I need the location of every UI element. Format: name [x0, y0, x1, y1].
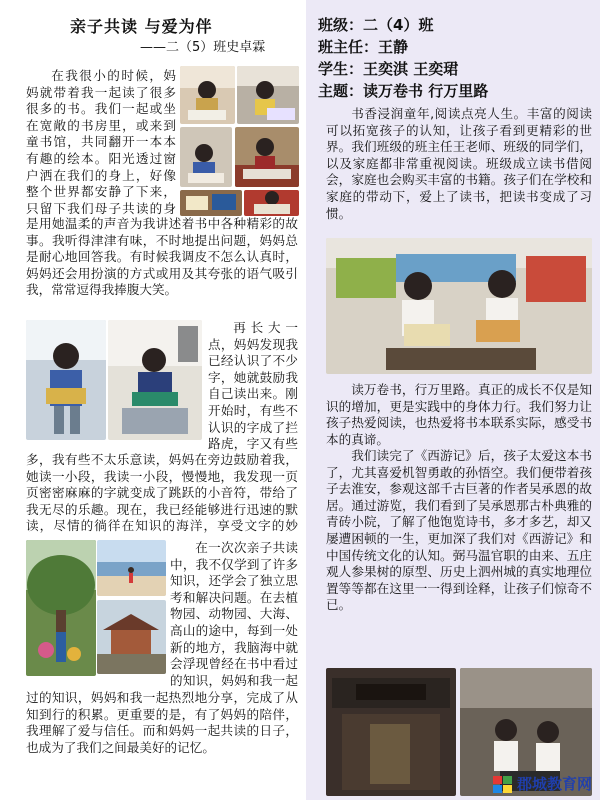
- left-paragraph-1-continuation: 是用她温柔的声音为我讲述着书中各种精彩的故事。我听得津津有味，不时地提出问题，妈妈总是耐心地回答我。有时候我调皮不怎么认真时，妈妈还会用扮演的方式或用及其夸张的语气吸引我，常常逗得我捧腹大笑。: [26, 216, 298, 298]
- photo-beach-child: [97, 540, 166, 596]
- left-paragraph-3-continuation: 过的知识，妈妈和我一起热烈地分享，完成了从知到行的积累。更重要的是，有了妈妈的陪伴，我理解了爱与信任。而和妈妈一起共读的日子，也成为了我们之间最美好的记忆。: [26, 690, 298, 755]
- left-paragraph-2: 再长大一点，妈妈发现我已经认识了不少字，她就鼓励我自己读出来。刚开始时，有些不认识的字成了拦路虎，字又有些: [208, 320, 298, 452]
- left-paragraph-2-cont: [26, 452, 298, 536]
- photo-boy-reading-sofa: [108, 320, 202, 440]
- logo-mark-icon: [493, 774, 513, 794]
- class-line: 班级：二（4）班: [318, 16, 434, 34]
- photo-reading-2: [237, 66, 299, 124]
- left-paragraph-1-cont: [26, 216, 298, 316]
- photo-former-residence-gate: [326, 668, 456, 796]
- left-paragraph-3-cont: [26, 690, 298, 774]
- photo-reading-3: [180, 127, 232, 187]
- left-paragraph-2-top: [208, 320, 298, 452]
- right-paragraph-2-block: [326, 382, 592, 448]
- teacher-line: 班主任：王静: [318, 38, 409, 56]
- student-line: 学生：王奕淇 王奕珺: [318, 60, 459, 78]
- photo-pagoda-tower: [97, 600, 166, 674]
- article-byline: ——二（5）班史卓霖: [140, 40, 266, 55]
- right-paragraph-3-block: [326, 448, 592, 662]
- article-title: 亲子共读 与爱为伴: [70, 17, 213, 36]
- right-column: [306, 0, 600, 800]
- right-paragraph-1-block: [326, 106, 592, 234]
- right-paragraph-3: 我们读完了《西游记》后，孩子太爱这本书了，尤其喜爱机智勇敢的孙悟空。我们便带着孩子去淮安，参观这部千古巨著的作者吴承恩的故居。通过游览，我们看到了吴承恩那古朴典雅的青砖小院，了解了他饱览诗书，多才多艺，却又屡遭困顿的一生，更加深了我们对《西游记》和中国传统文化的认知。弼马温官职的由来、五庄观人参果树的原型、历史上泗州城的真实地理位置等等都在这里一一得到诠释，让孩子们惊奇不已。: [326, 448, 592, 613]
- theme-line: 主题：读万卷书 行万里路: [318, 82, 489, 100]
- photo-boy-reading-bench: [26, 320, 106, 440]
- logo-text: 郡城教育网: [516, 775, 592, 793]
- right-paragraph-1: 书香浸润童年,阅读点亮人生。丰富的阅读可以拓宽孩子的认知，让孩子看到更精彩的世界。我们班级的班主任王老师、班级的同学们，以及家庭都非常重视阅读。班级成立读书借阅会，家庭也会购买丰富的书籍。孩子们在学校和家庭的带动下，爱上了读书，把读书变成了习惯。: [326, 106, 592, 221]
- left-paragraph-1: 在我很小的时候，妈妈就带着我一起读了很多很多的书。我们一起或坐在宽敞的书房里，或来到童书馆，共同翻开一本本有趣的绘本。阳光透过窗户洒在我们的身上，好像整个世界都安静了下来，只留下我们母子共读的身: [26, 68, 176, 216]
- left-paragraph-3-top: [170, 540, 298, 688]
- left-paragraph-2-continuation: 多，我有些不太乐意读，妈妈在旁边鼓励着我，她读一小段，我读一小段，慢慢地，我发现一页页密密麻麻的字就变成了跳跃的小音符，带给了我无尽的乐趣。现在，我已经能够进行迅速的默读，尽情的徜徉在知识的海洋，享受文字的妙: [26, 452, 298, 534]
- photo-reading-6: [244, 190, 299, 216]
- photo-reading-5: [180, 190, 242, 216]
- left-paragraph-3: 在一次次亲子共读中，我不仅学到了许多知识，还学会了独立思考和解决问题。在去植物园、动物园、大海、高山的途中，每到一处新的地方，我脑海中就会浮现曾经在书中看过的知识，妈妈和我一起: [170, 540, 298, 688]
- site-logo: [493, 773, 592, 794]
- photo-reading-1: [180, 66, 235, 124]
- photo-garden: [26, 540, 96, 676]
- right-paragraph-2: 读万卷书，行万里路。真正的成长不仅是知识的增加，更是实践中的身体力行。我们努力让孩子热爱阅读，也热爱将书本联系实际，感受书本的真谛。: [326, 382, 592, 447]
- left-paragraph-1-top: [26, 68, 176, 216]
- photo-reading-4: [235, 127, 299, 187]
- photo-twins-reading: [326, 238, 592, 374]
